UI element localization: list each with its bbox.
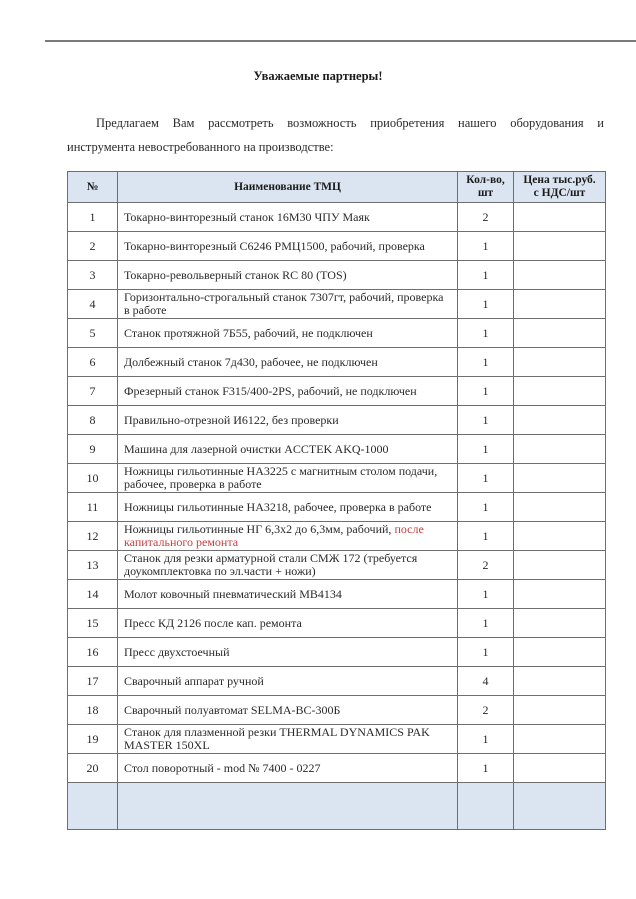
row-price bbox=[514, 551, 606, 580]
row-price bbox=[514, 725, 606, 754]
intro-line-2: инструмента невостребованного на производстве: bbox=[67, 140, 334, 154]
row-name-text: Ножницы гильотинные НГ 6,3х2 до 6,3мм, рабочий, bbox=[124, 522, 395, 536]
row-number: 19 bbox=[68, 725, 118, 754]
row-price bbox=[514, 406, 606, 435]
row-name bbox=[118, 580, 458, 609]
row-name-text: Станок протяжной 7Б55, рабочий, не подключен bbox=[124, 325, 373, 340]
row-name-text: Ножницы гильотинные НА3218, рабочее, проверка в работе bbox=[124, 499, 432, 514]
row-price bbox=[514, 348, 606, 377]
table-row bbox=[68, 696, 606, 725]
row-name bbox=[118, 290, 458, 319]
row-number: 17 bbox=[68, 667, 118, 696]
row-number: 15 bbox=[68, 609, 118, 638]
row-quantity: 1 bbox=[458, 348, 514, 377]
row-price bbox=[514, 377, 606, 406]
row-number: 7 bbox=[68, 377, 118, 406]
row-name bbox=[118, 406, 458, 435]
table-row bbox=[68, 725, 606, 754]
row-number: 3 bbox=[68, 261, 118, 290]
row-number: 10 bbox=[68, 464, 118, 493]
table-row bbox=[68, 348, 606, 377]
row-quantity: 2 bbox=[458, 551, 514, 580]
row-name bbox=[118, 464, 458, 493]
row-number: 13 bbox=[68, 551, 118, 580]
table-row bbox=[68, 261, 606, 290]
header-name: Наименование ТМЦ bbox=[118, 172, 458, 203]
header-price-line1: Цена тыс.руб. bbox=[523, 174, 596, 186]
row-name bbox=[118, 493, 458, 522]
intro-line-1-text: Предлагаем Вам рассмотреть возможность приобретения нашего оборудования и bbox=[96, 116, 604, 130]
row-name-text: Пресс двухстоечный bbox=[124, 644, 230, 659]
row-number: 16 bbox=[68, 638, 118, 667]
table-row bbox=[68, 406, 606, 435]
row-number: 14 bbox=[68, 580, 118, 609]
table-row bbox=[68, 435, 606, 464]
row-name-text: Горизонтально-строгальный станок 7307гт, рабочий, проверка в работе bbox=[124, 290, 444, 317]
row-price bbox=[514, 522, 606, 551]
table-row bbox=[68, 464, 606, 493]
row-name-text: Токарно-винторезный станок 16М30 ЧПУ Маяк bbox=[124, 209, 370, 224]
row-price bbox=[514, 464, 606, 493]
row-number: 12 bbox=[68, 522, 118, 551]
row-price bbox=[514, 203, 606, 232]
row-quantity: 4 bbox=[458, 667, 514, 696]
row-name-text: Пресс КД 2126 после кап. ремонта bbox=[124, 615, 302, 630]
row-quantity: 1 bbox=[458, 609, 514, 638]
row-price bbox=[514, 580, 606, 609]
row-name bbox=[118, 551, 458, 580]
row-quantity: 1 bbox=[458, 435, 514, 464]
row-number: 20 bbox=[68, 754, 118, 783]
intro-paragraph bbox=[67, 111, 604, 159]
row-name-text: Станок для резки арматурной стали СМЖ 172 (требуется доукомплектовка по эл.части + ножи) bbox=[124, 551, 418, 578]
row-name-text: Стол поворотный - mod № 7400 - 0227 bbox=[124, 760, 321, 775]
row-quantity: 1 bbox=[458, 232, 514, 261]
header-quantity bbox=[458, 172, 514, 203]
row-name bbox=[118, 522, 458, 551]
row-quantity: 1 bbox=[458, 464, 514, 493]
footer-cell bbox=[458, 783, 514, 830]
footer-cell bbox=[514, 783, 606, 830]
row-price bbox=[514, 609, 606, 638]
row-name bbox=[118, 203, 458, 232]
row-price bbox=[514, 638, 606, 667]
row-name-text: Станок для плазменной резки THERMAL DYNAMICS PAK MASTER 150XL bbox=[124, 725, 430, 752]
footer-cell bbox=[118, 783, 458, 830]
row-number: 18 bbox=[68, 696, 118, 725]
table-row bbox=[68, 522, 606, 551]
table-footer-row bbox=[68, 783, 606, 830]
row-name-text: Долбежный станок 7д430, рабочее, не подключен bbox=[124, 354, 378, 369]
row-name bbox=[118, 377, 458, 406]
row-number: 9 bbox=[68, 435, 118, 464]
row-name-text: Сварочный полуавтомат SELMA-ВС-300Б bbox=[124, 702, 341, 717]
header-price-line2: с НДС/шт bbox=[533, 187, 586, 199]
row-price bbox=[514, 319, 606, 348]
row-name bbox=[118, 319, 458, 348]
row-price bbox=[514, 232, 606, 261]
table-row bbox=[68, 232, 606, 261]
page-heading: Уважаемые партнеры! bbox=[253, 69, 383, 83]
row-name-text: Токарно-револьверный станок RC 80 (TOS) bbox=[124, 267, 347, 282]
equipment-table bbox=[67, 171, 606, 830]
row-quantity: 1 bbox=[458, 725, 514, 754]
table-row bbox=[68, 203, 606, 232]
row-name bbox=[118, 667, 458, 696]
row-name bbox=[118, 609, 458, 638]
row-name-text: Токарно-винторезный С6246 РМЦ1500, рабочий, проверка bbox=[124, 238, 425, 253]
header-price bbox=[514, 172, 606, 203]
row-price bbox=[514, 667, 606, 696]
row-quantity: 1 bbox=[458, 319, 514, 348]
row-quantity: 1 bbox=[458, 493, 514, 522]
row-price bbox=[514, 261, 606, 290]
row-name-highlight: после капитального ремонта bbox=[124, 522, 424, 549]
row-name bbox=[118, 348, 458, 377]
row-price bbox=[514, 493, 606, 522]
row-price bbox=[514, 435, 606, 464]
row-name bbox=[118, 725, 458, 754]
table-row bbox=[68, 551, 606, 580]
row-name-text: Машина для лазерной очистки ACCTEK AKQ-1000 bbox=[124, 441, 389, 456]
row-number: 1 bbox=[68, 203, 118, 232]
row-price bbox=[514, 290, 606, 319]
table-row bbox=[68, 290, 606, 319]
row-quantity: 2 bbox=[458, 696, 514, 725]
row-number: 4 bbox=[68, 290, 118, 319]
row-number: 11 bbox=[68, 493, 118, 522]
row-name bbox=[118, 435, 458, 464]
row-quantity: 1 bbox=[458, 406, 514, 435]
row-name bbox=[118, 696, 458, 725]
table-row bbox=[68, 493, 606, 522]
row-price bbox=[514, 754, 606, 783]
row-quantity: 1 bbox=[458, 290, 514, 319]
header-quantity-line2: шт bbox=[477, 187, 494, 199]
table-row bbox=[68, 638, 606, 667]
table-header-row bbox=[68, 172, 606, 203]
top-rule bbox=[45, 40, 636, 42]
row-name-text: Фрезерный станок F315/400-2PS, рабочий, не подключен bbox=[124, 383, 417, 398]
footer-cell bbox=[68, 783, 118, 830]
row-quantity: 1 bbox=[458, 638, 514, 667]
row-quantity: 1 bbox=[458, 261, 514, 290]
row-quantity: 1 bbox=[458, 580, 514, 609]
row-quantity: 2 bbox=[458, 203, 514, 232]
intro-line-1 bbox=[67, 111, 604, 135]
row-quantity: 1 bbox=[458, 754, 514, 783]
table-row bbox=[68, 609, 606, 638]
table-row bbox=[68, 319, 606, 348]
table-row bbox=[68, 580, 606, 609]
row-number: 2 bbox=[68, 232, 118, 261]
row-quantity: 1 bbox=[458, 377, 514, 406]
row-name bbox=[118, 232, 458, 261]
row-quantity: 1 bbox=[458, 522, 514, 551]
row-number: 5 bbox=[68, 319, 118, 348]
table-row bbox=[68, 377, 606, 406]
row-name bbox=[118, 261, 458, 290]
header-number: № bbox=[68, 172, 118, 203]
row-name-text: Сварочный аппарат ручной bbox=[124, 673, 264, 688]
row-name-text: Правильно-отрезной И6122, без проверки bbox=[124, 412, 339, 427]
row-name bbox=[118, 754, 458, 783]
row-name-text: Ножницы гильотинные НА3225 с магнитным столом подачи, рабочее, проверка в работе bbox=[124, 464, 438, 491]
row-number: 6 bbox=[68, 348, 118, 377]
header-quantity-line1: Кол-во, bbox=[466, 174, 505, 186]
row-number: 8 bbox=[68, 406, 118, 435]
table-row bbox=[68, 667, 606, 696]
table-row bbox=[68, 754, 606, 783]
row-price bbox=[514, 696, 606, 725]
row-name-text: Молот ковочный пневматический МВ4134 bbox=[124, 586, 342, 601]
row-name bbox=[118, 638, 458, 667]
